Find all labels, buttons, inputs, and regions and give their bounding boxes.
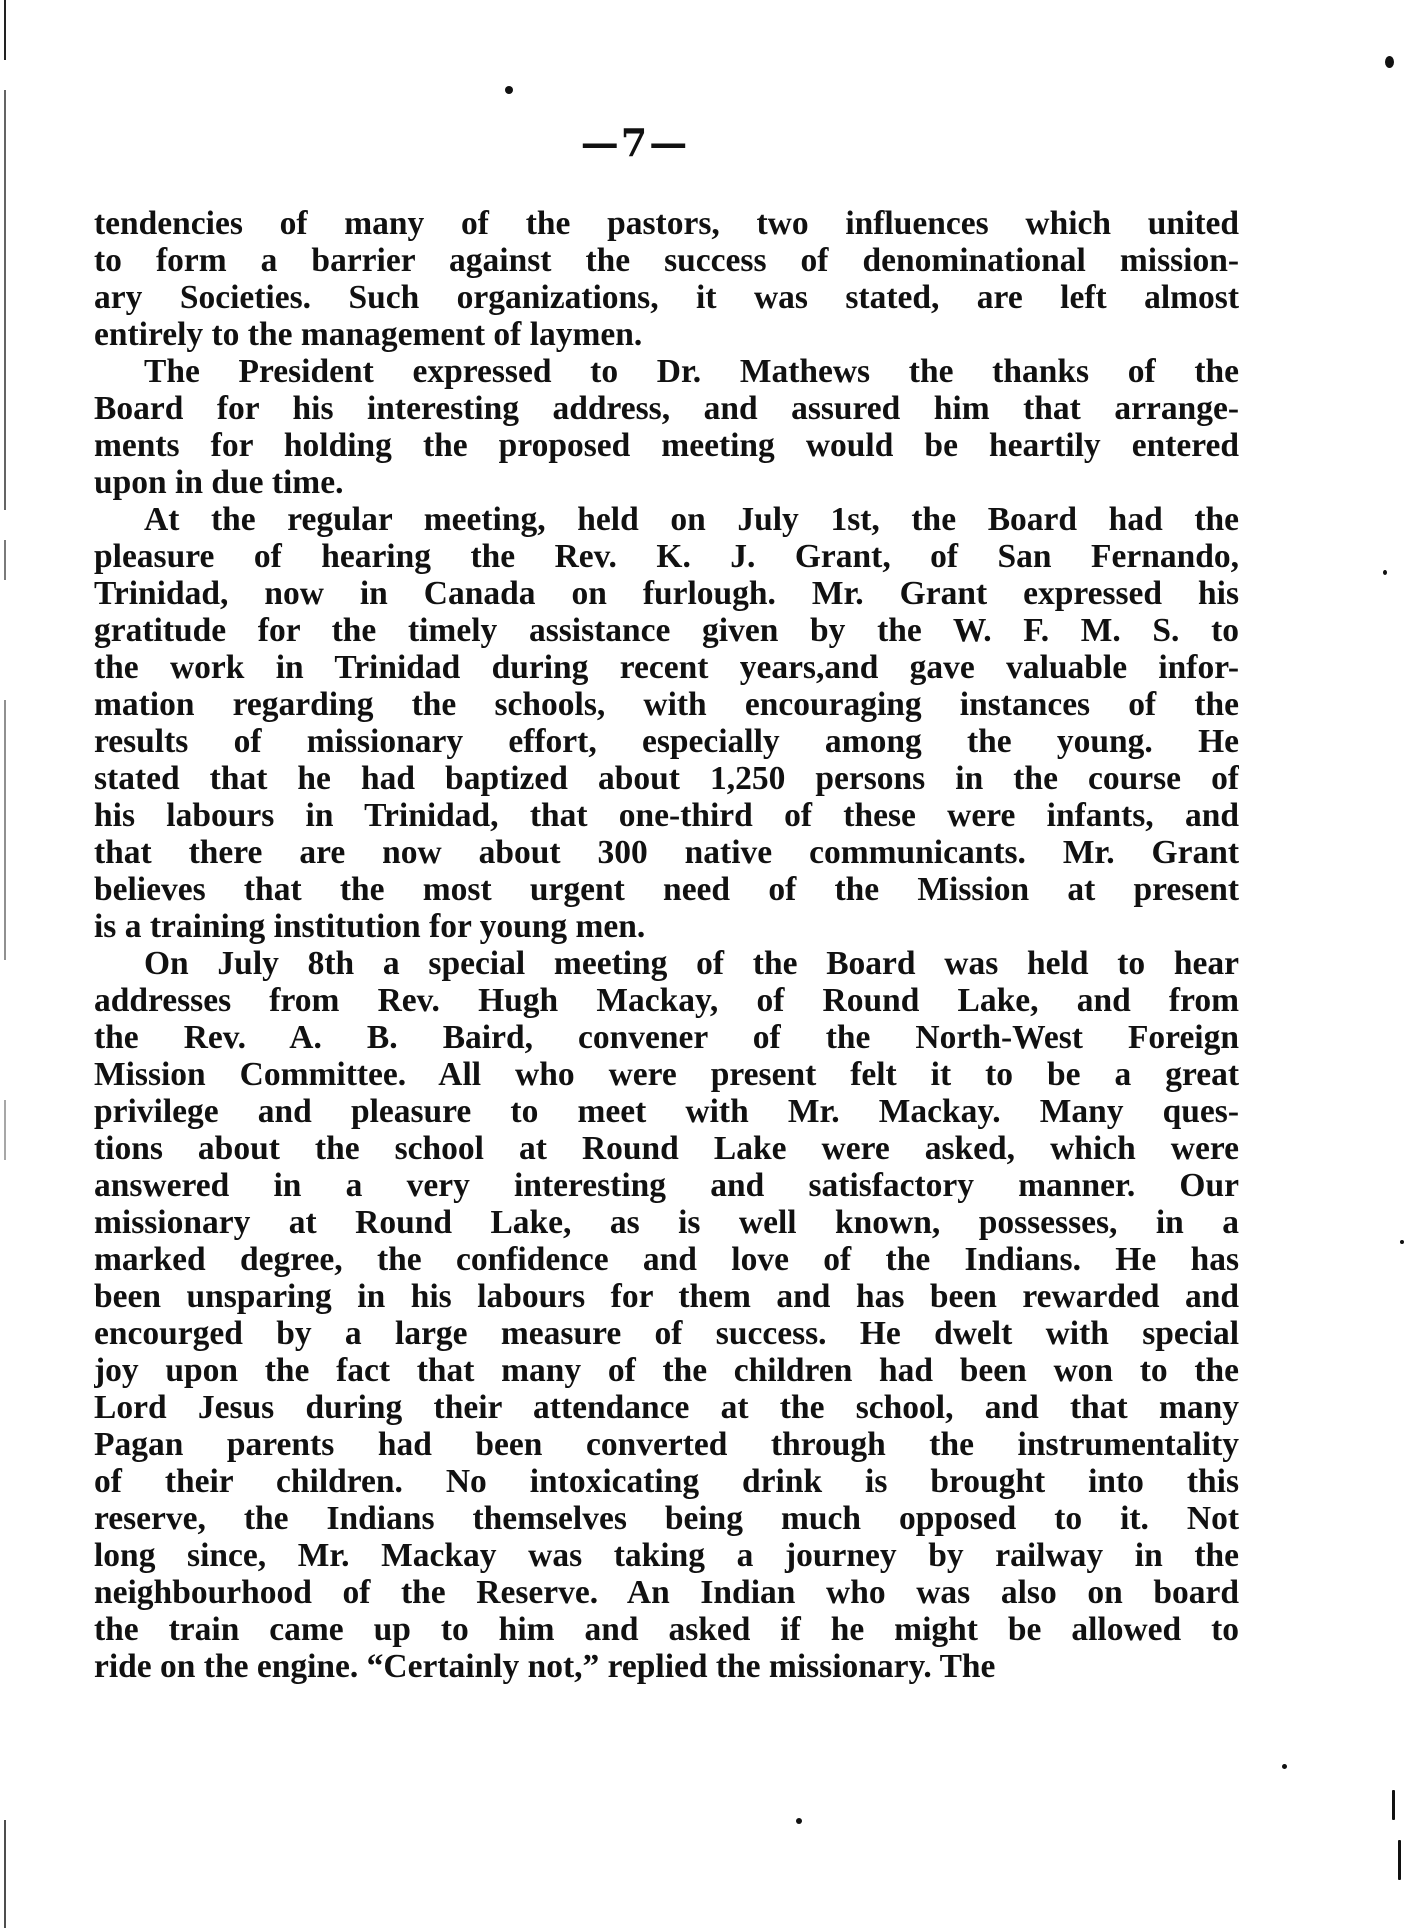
text-line: mation regarding the schools, with encouraging instances of the <box>94 686 1239 723</box>
page-number: —7— <box>580 120 690 165</box>
text-line: reserve, the Indians themselves being much opposed to it. Not <box>94 1500 1239 1537</box>
paragraph <box>94 205 1239 353</box>
text-line: ments for holding the proposed meeting would be heartily entered <box>94 427 1239 464</box>
scan-speck <box>1398 1840 1401 1880</box>
text-line: gratitude for the timely assistance given by the W. F. M. S. to <box>94 612 1239 649</box>
text-line: tions about the school at Round Lake were asked, which were <box>94 1130 1239 1167</box>
paragraph <box>94 501 1239 945</box>
text-line: been unsparing in his labours for them and has been rewarded and <box>94 1278 1239 1315</box>
scan-border-left <box>0 0 10 1928</box>
text-line: The President expressed to Dr. Mathews the thanks of the <box>144 353 1239 390</box>
text-line: entirely to the management of laymen. <box>94 316 643 353</box>
text-line: tendencies of many of the pastors, two influences which united <box>94 205 1239 242</box>
text-line: long since, Mr. Mackay was taking a journey by railway in the <box>94 1537 1239 1574</box>
text-line: results of missionary effort, especially among the young. He <box>94 723 1239 760</box>
text-line: is a training institution for young men. <box>94 908 646 945</box>
scan-speck <box>796 1818 802 1824</box>
text-line: answered in a very interesting and satisfactory manner. Our <box>94 1167 1239 1204</box>
text-line: stated that he had baptized about 1,250 persons in the course of <box>94 760 1239 797</box>
text-line: his labours in Trinidad, that one-third of these were infants, and <box>94 797 1239 834</box>
text-line: to form a barrier against the success of denominational mission- <box>94 242 1239 279</box>
text-line: marked degree, the confidence and love of the Indians. He has <box>94 1241 1239 1278</box>
scan-speck <box>1383 570 1387 575</box>
text-line: ride on the engine. “Certainly not,” replied the missionary. The <box>94 1648 996 1685</box>
text-line: Board for his interesting address, and assured him that arrange- <box>94 390 1239 427</box>
scan-speck <box>1392 1790 1395 1820</box>
text-line: joy upon the fact that many of the children had been won to the <box>94 1352 1239 1389</box>
scan-speck <box>1385 56 1394 68</box>
text-line: missionary at Round Lake, as is well known, possesses, in a <box>94 1204 1239 1241</box>
text-line: neighbourhood of the Reserve. An Indian who was also on board <box>94 1574 1239 1611</box>
text-line: the train came up to him and asked if he might be allowed to <box>94 1611 1239 1648</box>
text-line: Trinidad, now in Canada on furlough. Mr. Grant expressed his <box>94 575 1239 612</box>
text-line: upon in due time. <box>94 464 344 501</box>
text-line: Mission Committee. All who were present felt it to be a great <box>94 1056 1239 1093</box>
text-line: On July 8th a special meeting of the Board was held to hear <box>144 945 1239 982</box>
paragraph <box>94 353 1239 501</box>
text-line: the work in Trinidad during recent years,and gave valuable infor- <box>94 649 1239 686</box>
text-line: ary Societies. Such organizations, it was stated, are left almost <box>94 279 1239 316</box>
text-line: Lord Jesus during their attendance at the school, and that many <box>94 1389 1239 1426</box>
body-text <box>94 205 1239 1685</box>
text-line: encourged by a large measure of success. He dwelt with special <box>94 1315 1239 1352</box>
text-line: of their children. No intoxicating drink is brought into this <box>94 1463 1239 1500</box>
scan-speck <box>505 86 513 94</box>
text-line: believes that the most urgent need of the Mission at present <box>94 871 1239 908</box>
scan-speck <box>1400 1240 1404 1244</box>
text-line: that there are now about 300 native communicants. Mr. Grant <box>94 834 1239 871</box>
text-line: At the regular meeting, held on July 1st, the Board had the <box>144 501 1239 538</box>
paragraph <box>94 945 1239 1685</box>
text-line: pleasure of hearing the Rev. K. J. Grant, of San Fernando, <box>94 538 1239 575</box>
scan-speck <box>1282 1764 1287 1769</box>
text-line: addresses from Rev. Hugh Mackay, of Round Lake, and from <box>94 982 1239 1019</box>
text-line: Pagan parents had been converted through the instrumentality <box>94 1426 1239 1463</box>
text-line: the Rev. A. B. Baird, convener of the North-West Foreign <box>94 1019 1239 1056</box>
text-line: privilege and pleasure to meet with Mr. Mackay. Many ques- <box>94 1093 1239 1130</box>
